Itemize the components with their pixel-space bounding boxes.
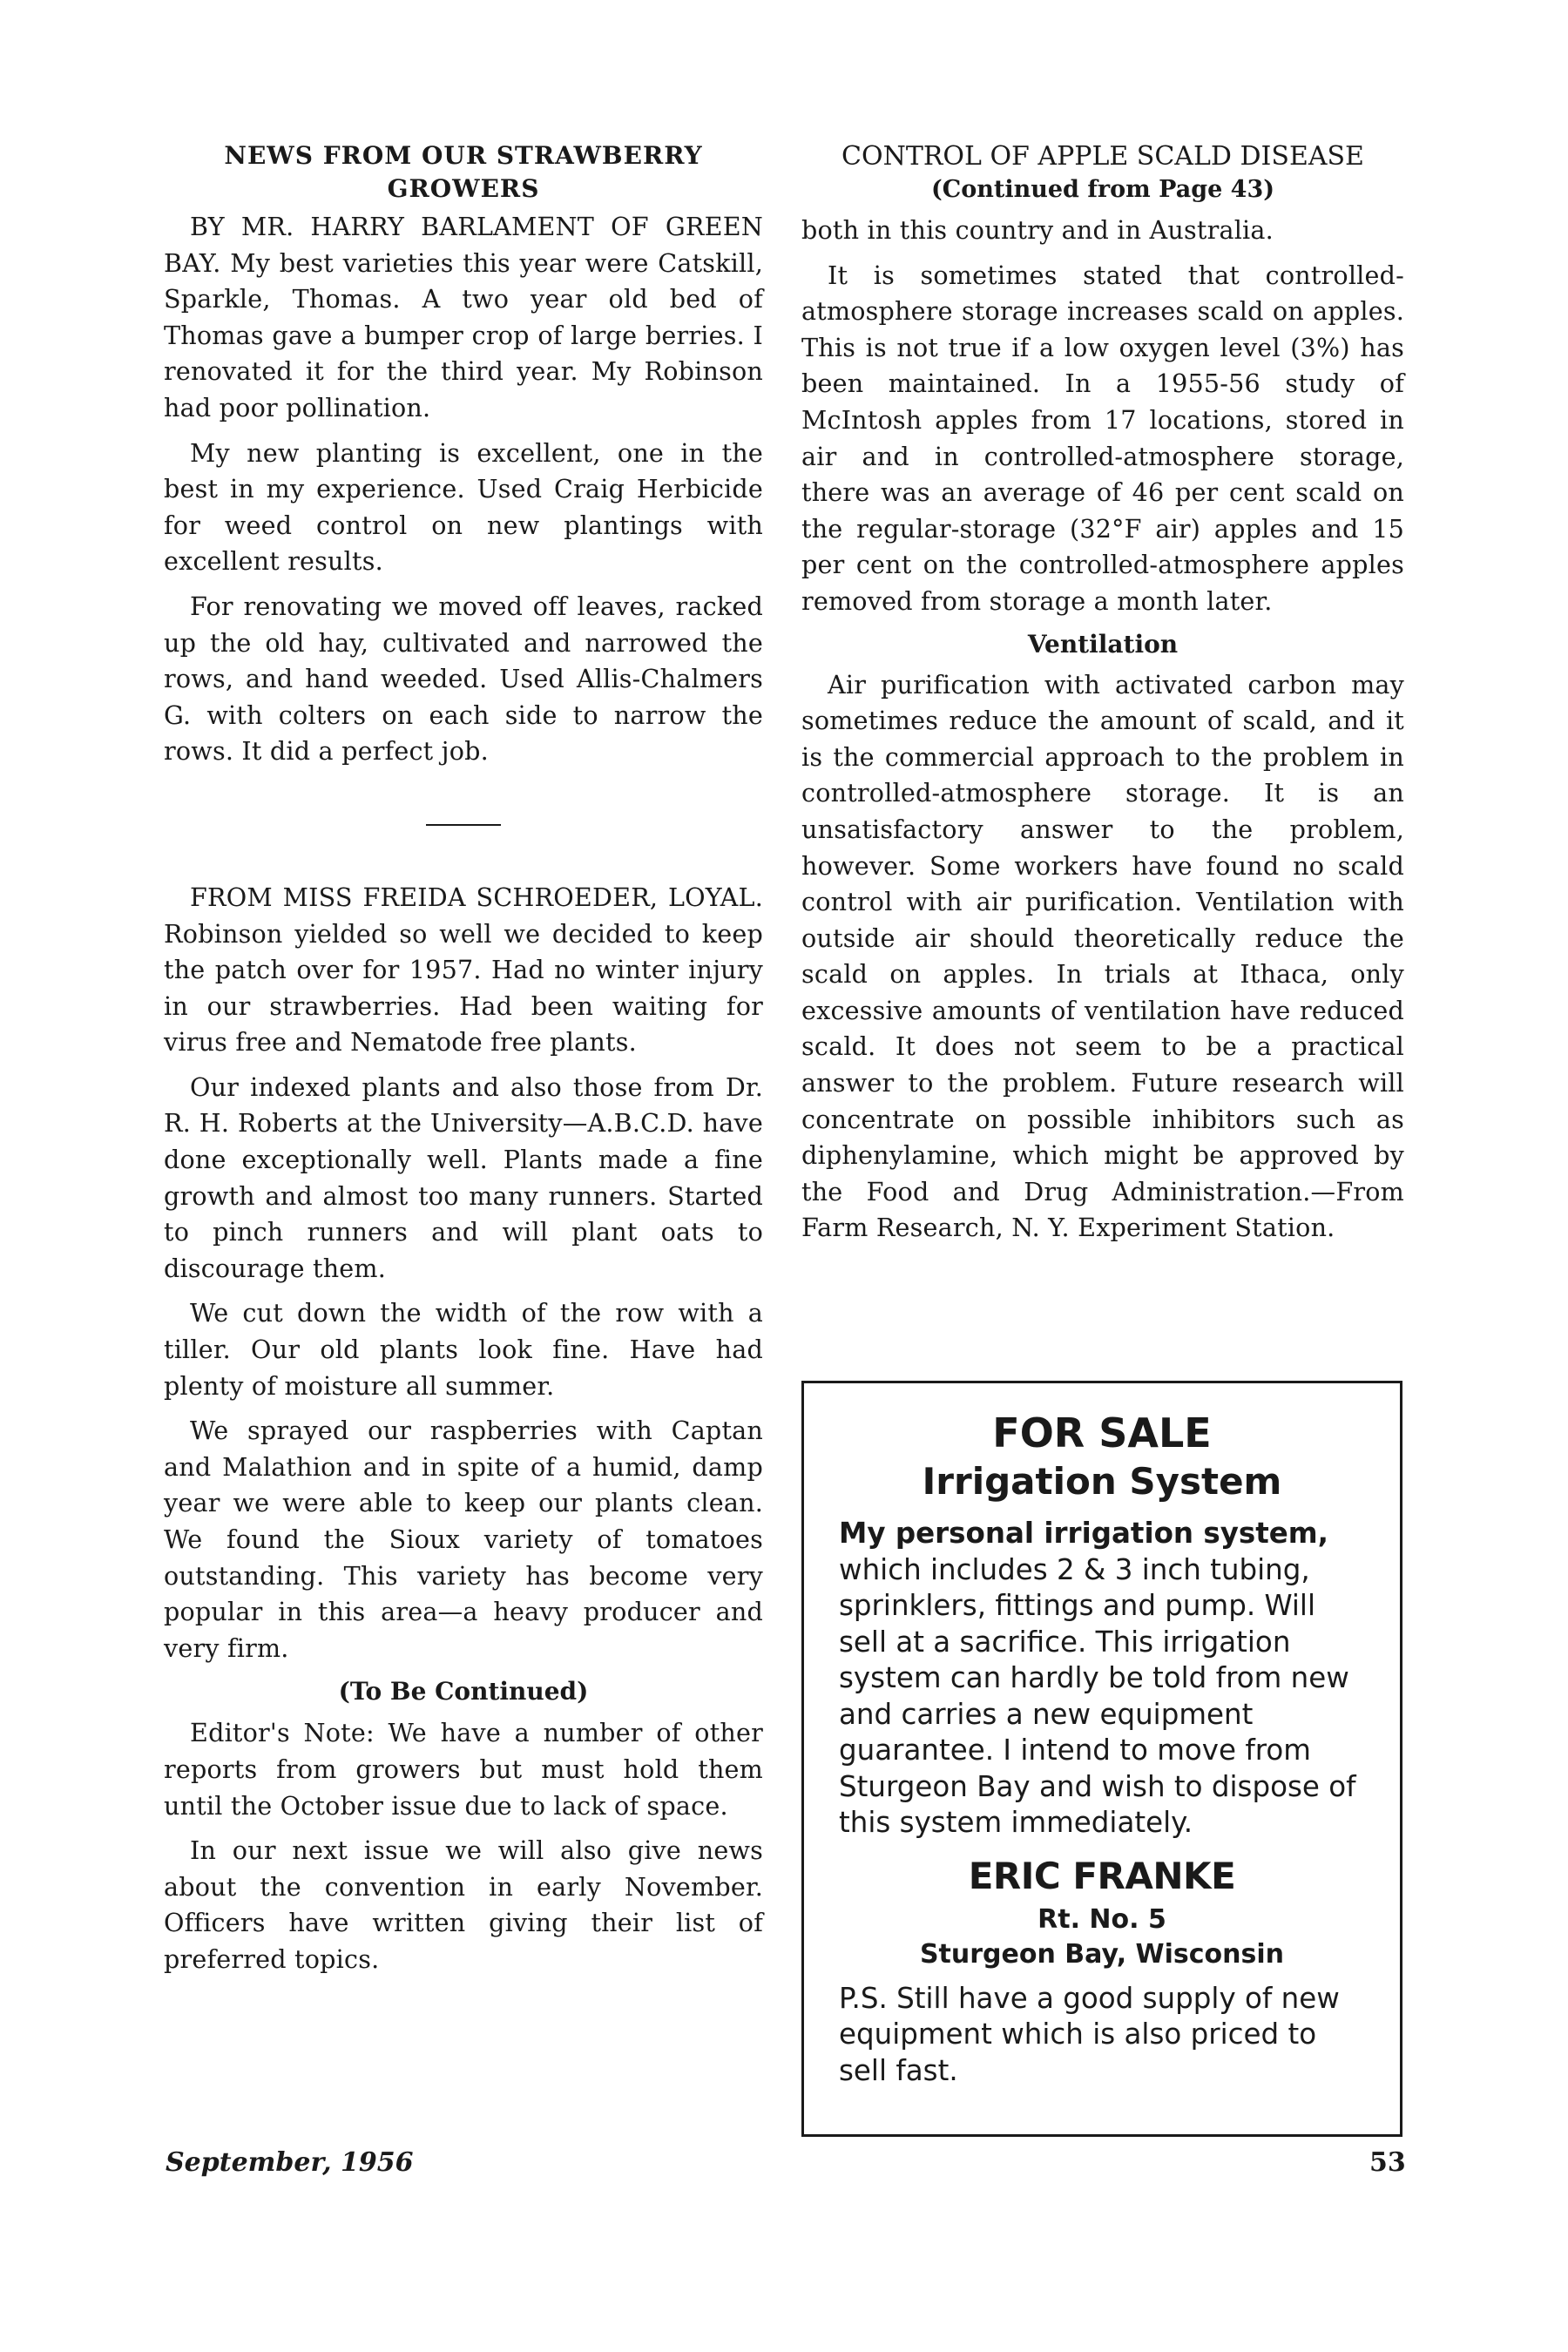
news-paragraph: For renovating we moved off leaves, racked up the old hay, cultivated and narrowed the rows, and hand weeded. Used Allis-Chalmers G. with colters on each side to narrow the rows. It did a perfect job.	[164, 591, 763, 767]
left-column	[164, 139, 763, 1987]
ad-body-text: which includes 2 & 3 inch tubing, sprinklers, fittings and pump. Will sell at a sacrifice. This irrigation system can hardly be told from new and carries a new equipment guarantee. I intend to move from Sturgeon Bay and wish to dispose of this system immediately.	[839, 1552, 1356, 1839]
news-heading: NEWS FROM OUR STRAWBERRY GROWERS	[224, 141, 703, 203]
news-paragraph: FROM MISS FREIDA SCHROEDER, LOYAL. Robinson yielded so well we decided to keep the patch over for 1957. Had no winter injury in our strawberries. Had been waiting for virus free and Nematode free plants.	[164, 882, 763, 1058]
news-paragraph: We cut down the width of the row with a tiller. Our old plants look fine. Have had plenty of moisture all summer.	[164, 1298, 763, 1401]
right-column	[801, 139, 1404, 1255]
news-paragraph: BY MR. HARRY BARLAMENT OF GREEN BAY. My best varieties this year were Catskill, Sparkle, Thomas. A two year old bed of Thomas gave a bumper crop of large berries. I renovated it for the third year. My Robinson had poor pollination.	[164, 212, 763, 422]
article-paragraph: It is sometimes stated that controlled-atmosphere storage increases scald on apples. This is not true if a low oxygen level (3%) has been maintained. In a 1955-56 study of McIntosh apples from 17 locations, stored in air and in controlled-atmosphere storage, there was an average of 46 per cent scald on the regular-storage (32°F air) apples and 15 per cent on the controlled-atmosphere apples removed from storage a month later.	[801, 260, 1404, 616]
ventilation-subheading: Ventilation	[1027, 629, 1179, 659]
article-paragraph: both in this country and in Australia.	[801, 215, 1274, 245]
ad-city: Sturgeon Bay, Wisconsin	[919, 1938, 1285, 1970]
section-divider	[426, 824, 501, 826]
ad-headline: FOR SALE	[992, 1409, 1212, 1456]
page-number: 53	[1369, 2147, 1406, 2178]
ad-body-bold: My personal irrigation system,	[839, 1517, 1329, 1550]
editors-note: Editor's Note: We have a number of other reports from growers but must hold them until the October issue due to lack of space.	[164, 1718, 763, 1821]
to-be-continued: (To Be Continued)	[338, 1677, 589, 1707]
ad-seller-name: ERIC FRANKE	[968, 1854, 1236, 1897]
article-paragraph: Air purification with activated carbon may sometimes reduce the amount of scald, and it is the commercial approach to the problem in controlled-atmosphere storage. It is an unsatisfactory answer to the problem, however. Some workers have found no scald control with air purification. Ventilation with outside air should theoretically reduce the scald on apples. In trials at Ithaca, only excessive amounts of ventilation have reduced scald. It does not seem to be a practical answer to the problem. Future research will concentrate on possible inhibitors such as diphenylamine, which might be approved by the Food and Drug Administration.—From Farm Research, N. Y. Experiment Station.	[801, 669, 1404, 1243]
news-paragraph: We sprayed our raspberries with Captan and Malathion and in spite of a humid, damp year we were able to keep our plants clean. We found the Sioux variety of tomatoes outstanding. This variety has become very popular in this area—a heavy producer and very firm.	[164, 1416, 763, 1663]
news-paragraph: Our indexed plants and also those from Dr. R. H. Roberts at the University—A.B.C.D. have done exceptionally well. Plants made a fine growth and almost too many runners. Started to pinch runners and will plant oats to discourage them.	[164, 1071, 763, 1283]
footer-date: September, 1956	[166, 2147, 414, 2178]
for-sale-advertisement	[801, 1381, 1402, 2137]
ad-subheadline: Irrigation System	[922, 1460, 1282, 1503]
ad-body	[839, 1516, 1365, 1842]
news-paragraph: In our next issue we will also give news about the convention in early November. Officers have written giving their list of preferred topics.	[164, 1835, 763, 1974]
ad-route: Rt. No. 5	[1037, 1903, 1166, 1935]
continued-from: (Continued from Page 43)	[930, 176, 1275, 203]
article-title: CONTROL OF APPLE SCALD DISEASE	[841, 141, 1364, 172]
ad-postscript: P.S. Still have a good supply of new equipment which is also priced to sell fast.	[839, 1981, 1340, 2087]
news-paragraph: My new planting is excellent, one in the best in my experience. Used Craig Herbicide for weed control on new plantings with excellent results.	[164, 437, 763, 577]
